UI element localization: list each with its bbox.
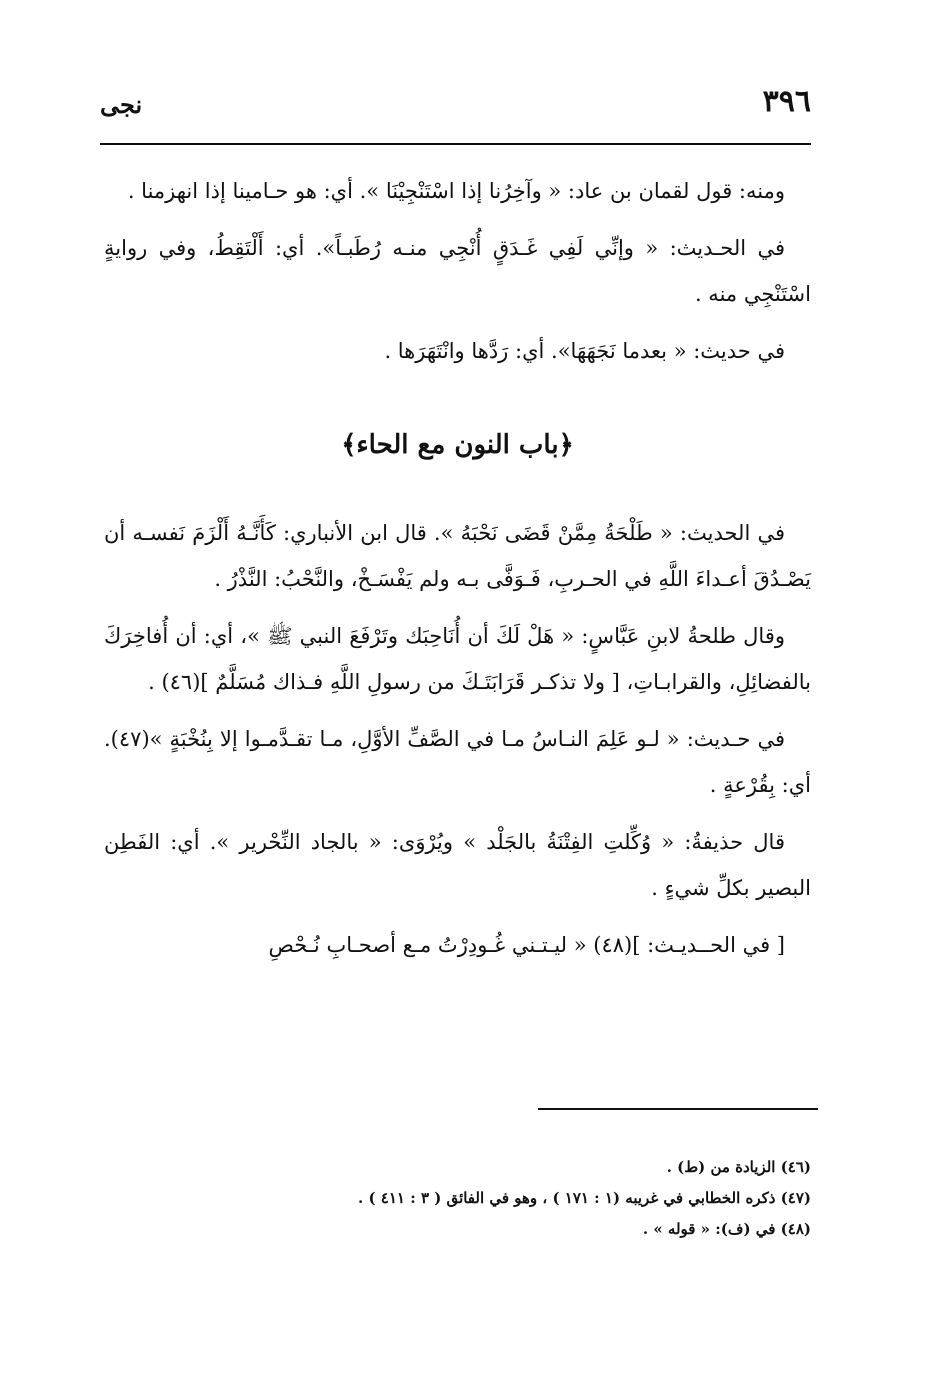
footnote-46: (٤٦) الزيادة من (ط) . (666, 1158, 811, 1176)
main-text (104, 168, 811, 979)
paragraph-talha: في الحديث: « طَلْحَةُ مِمَّنْ قَضَى نَحْبَهُ ». قال ابن الأنباري: كَأَنَّـهُ أَلْزَمَ نَفسـه أن يَصْـدُقَ أعـداءَ اللَّهِ في الحـربِ، فَـوَفَّى بـه ولم يَفْسَـخْ، والنَّحْبُ: النَّذْرُ . (104, 521, 811, 591)
paragraph-nuhs: [ في الحــديـث: ](٤٨) « ليـتـني غُـودِرْتُ مـع أصحـابِ نُـحْصِ (268, 933, 785, 957)
paragraph-hudhayfa: قال حذيفةُ: « وُكِّلتِ الفِتْنَةُ بالجَلْد » ويُرْوَى: « بالجاد النِّحْرير ». أي: الفَطِن البصير بكلِّ شيءٍ . (104, 830, 811, 900)
running-head: نجى (100, 90, 143, 119)
paragraph-talha-ibn-abbas: وقال طلحةُ لابنِ عَبَّاسٍ: « هَلْ لَكَ أن أُنَاحِبَك وتَرْفَعَ النبي ﷺ »، أي: أن أُفاخِرَكَ بالفضائِلِ، والقرابـاتِ، [ ولا تذكـر قَرَابَتَـكَ من رسولِ اللَّهِ فـذاك مُسَلَّمٌ ](٤٦) . (104, 624, 811, 694)
page-header (100, 82, 811, 132)
footnote-rule (538, 1108, 818, 1110)
footnote-48: (٤٨) في (ف): « قوله » . (642, 1220, 811, 1238)
paragraph-luqman: ومنه: قول لقمان بن عاد: « وآخِرُنا إذا اسْتَنْجِيْنَا ». أي: هو حـامينا إذا انهزمنا . (127, 179, 785, 203)
paragraph-najahaha: في حديث: « بعدما نَجَهَهَا». أي: رَدَّها وانْتَهَرَها . (384, 339, 785, 363)
header-rule (100, 143, 811, 145)
paragraph-nukhba: في حـديث: « لـو عَلِمَ النـاسُ مـا في الصَّفِّ الأوَّلِ، مـا تقـدَّمـوا إلا بِنُخْبَةٍ »(٤٧). أي: بِقُرْعةٍ . (104, 727, 811, 797)
page-number: ٣٩٦ (762, 84, 811, 119)
paragraph-ghadaq: في الحـديث: « وإنِّي لَفِي غَـدَقٍ أُنْجِي منـه رُطَبـاً». أي: أَلْتَقِطُ، وفي روايةٍ اسْتَنْجِي منه . (104, 236, 811, 306)
section-heading: ﴿باب النون مع الحاء﴾ (341, 430, 574, 460)
footnotes (104, 1152, 811, 1245)
footnote-47: (٤٧) ذكره الخطابي في غريبه (١ : ١٧١ ) ، وهو في الفائق ( ٣ : ٤١١ ) . (358, 1189, 811, 1207)
